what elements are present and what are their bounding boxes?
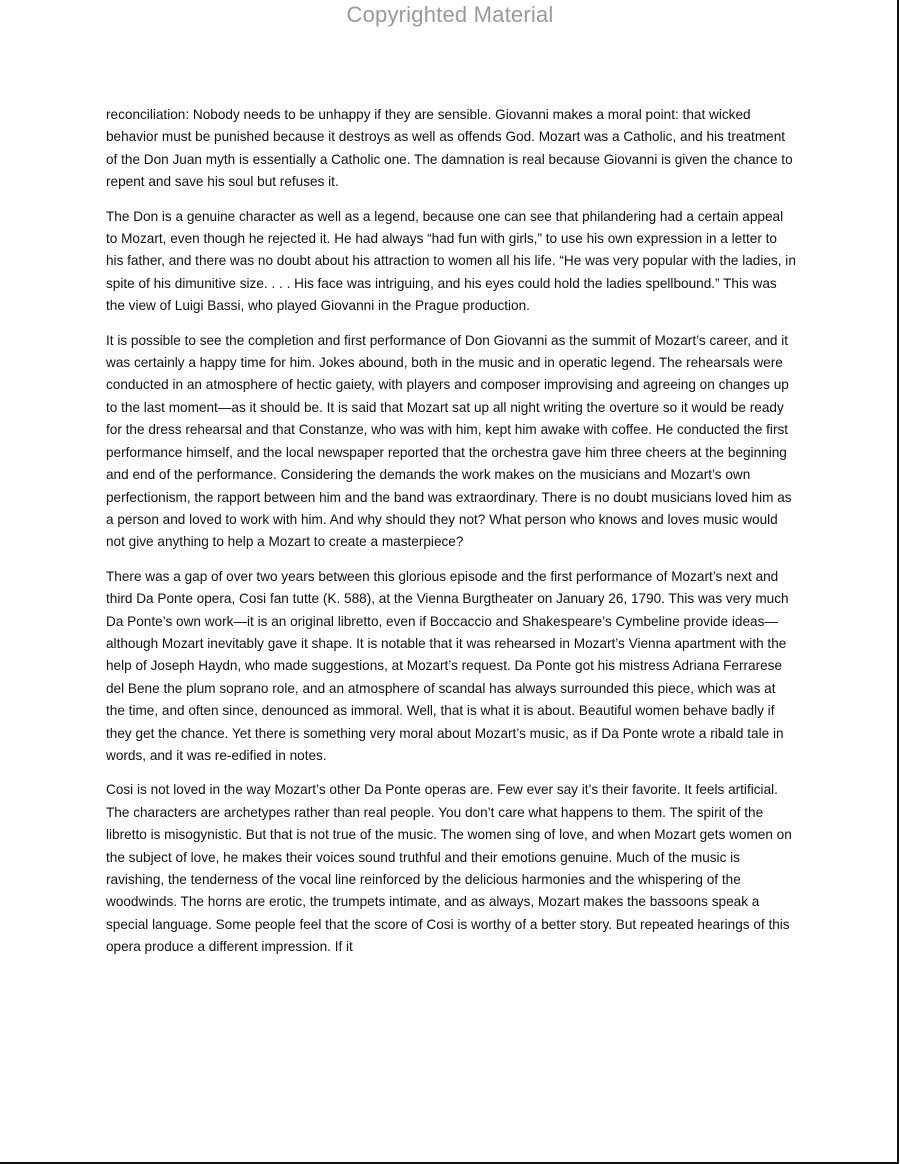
- body-text: [106, 104, 796, 971]
- paragraph-1: reconciliation: Nobody needs to be unhappy if they are sensible. Giovanni makes a moral point: that wicked behavior must be punished because it destroys as well as offends God. Mozart was a Catholic, and his treatment of the Don Juan myth is essentially a Catholic one. The damnation is real because Giovanni is given the chance to repent and save his soul but refuses it.: [106, 107, 793, 190]
- paragraph-5: Cosi is not loved in the way Mozart’s other Da Ponte operas are. Few ever say it’s their favorite. It feels artificial. The characters are archetypes rather than real people. You don’t care what happens to them. The spirit of the libretto is misogynistic. But that is not true of the music. The women sing of love, and when Mozart gets women on the subject of love, he makes their voices sound truthful and their emotions genuine. Much of the music is ravishing, the tenderness of the vocal line reinforced by the delicious harmonies and the whispering of the woodwinds. The horns are erotic, the trumpets intimate, and as always, Mozart makes the bassoons speak a special language. Some people feel that the score of Cosi is worthy of a better story. But repeated hearings of this opera produce a different impression. If it: [106, 782, 792, 955]
- paragraph-3: It is possible to see the completion and first performance of Don Giovanni as the summit of Mozart’s career, and it was certainly a happy time for him. Jokes abound, both in the music and in operatic legend. The rehearsals were conducted in an atmosphere of hectic gaiety, with players and composer improvising and agreeing on changes up to the last moment—as it should be. It is said that Mozart sat up all night writing the overture so it would be ready for the dress rehearsal and that Constanze, who was with him, kept him awake with coffee. He conducted the first performance himself, and the local newspaper reported that the orchestra gave him three cheers at the beginning and end of the performance. Considering the demands the work makes on the musicians and Mozart’s own perfectionism, the rapport between him and the band was extraordinary. There is no doubt musicians loved him as a person and loved to work with him. And why should they not? What person who knows and loves music would not give anything to help a Mozart to create a masterpiece?: [106, 332, 792, 550]
- paragraph-4: There was a gap of over two years between this glorious episode and the first performance of Mozart’s next and third Da Ponte opera, Cosi fan tutte (K. 588), at the Vienna Burgtheater on January 26, 1790. This was very much Da Ponte’s own work—it is an original libretto, even if Boccaccio and Shakespeare’s Cymbeline provide ideas—although Mozart inevitably gave it shape. It is notable that it was rehearsed in Mozart’s Vienna apartment with the help of Joseph Haydn, who made suggestions, at Mozart’s request. Da Ponte got his mistress Adriana Ferrarese del Bene the plum soprano role, and an atmosphere of scandal has always surrounded this piece, which was at the time, and often since, denounced as immoral. Well, that is what it is about. Beautiful women behave badly if they get the chance. Yet there is something very moral about Mozart’s music, as if Da Ponte wrote a ribald tale in words, and it was re-edified in notes.: [106, 568, 789, 763]
- copyright-watermark: Copyrighted Material: [346, 2, 554, 27]
- paragraph-2: The Don is a genuine character as well as a legend, because one can see that philandering had a certain appeal to Mozart, even though he rejected it. He had always “had fun with girls,” to use his own expression in a letter to his father, and there was no doubt about his attraction to women all his life. “He was very popular with the ladies, in spite of his dimunitive size. . . . His face was intriguing, and his eyes could hold the ladies spellbound.” This was the view of Luigi Bassi, who played Giovanni in the Prague production.: [106, 208, 796, 314]
